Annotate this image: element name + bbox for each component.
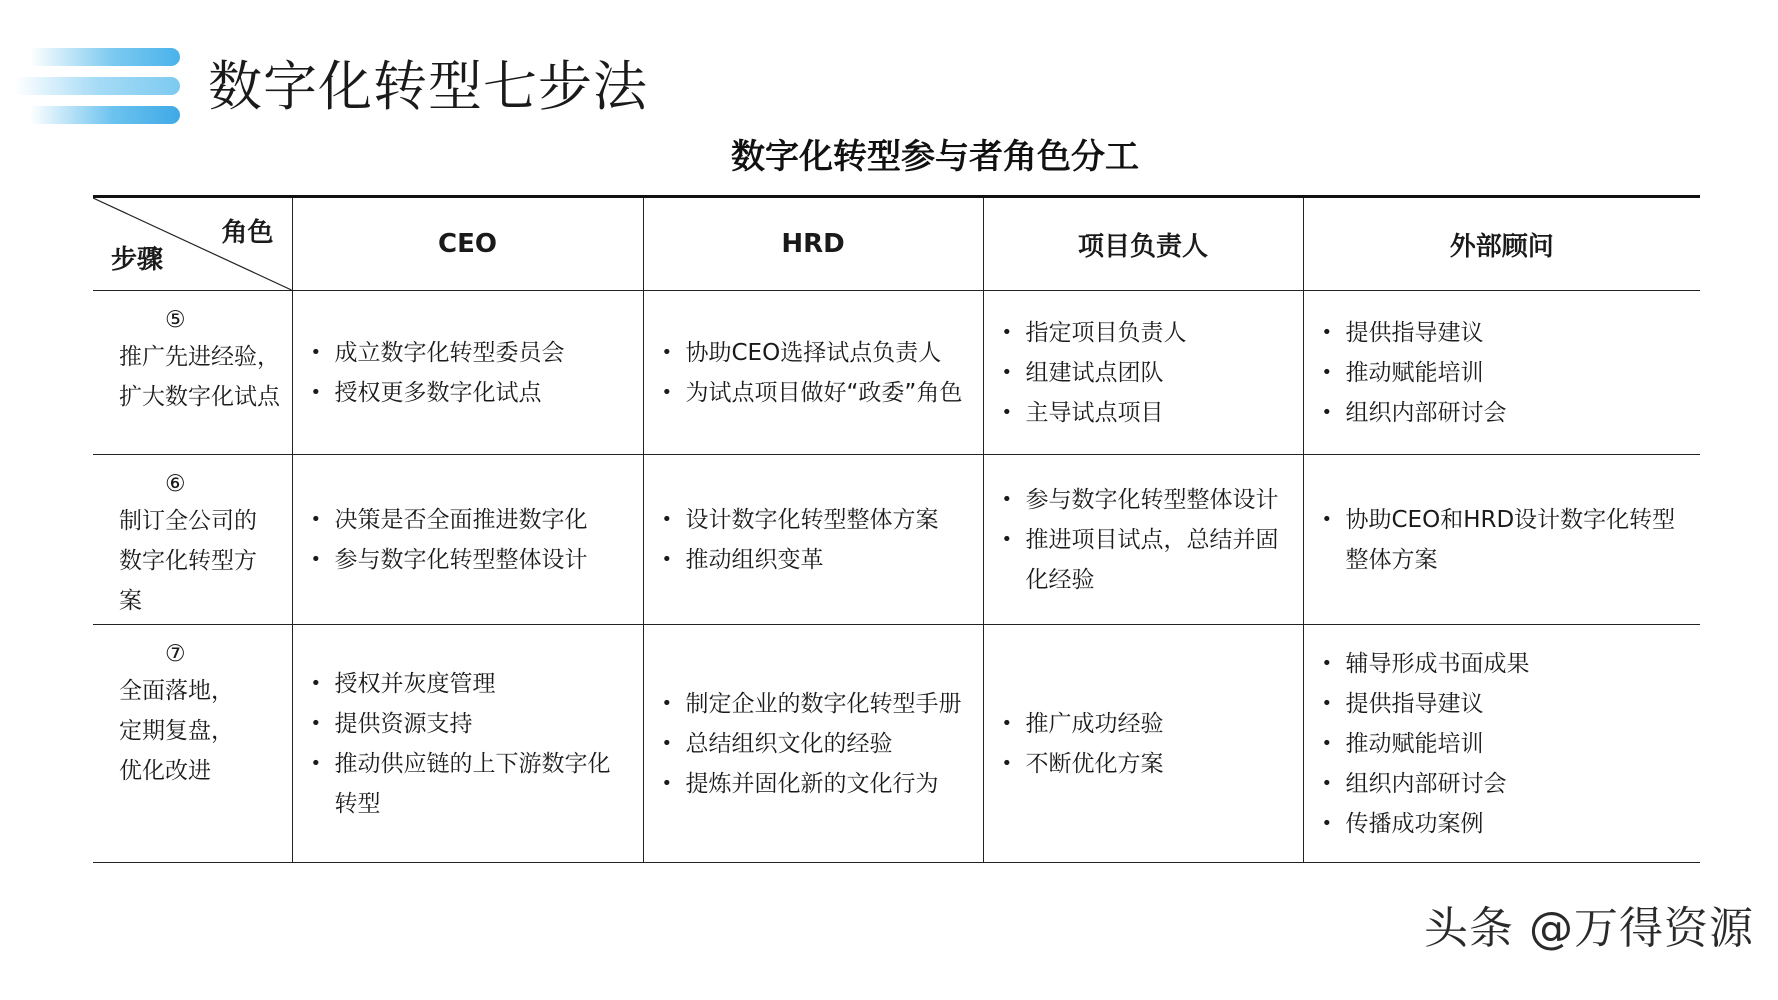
bullet-list: [1000, 480, 1289, 600]
list-item: • 设计数字化转型整体方案: [660, 500, 969, 540]
bullet-list: [660, 500, 969, 580]
column-header: HRD: [643, 197, 983, 291]
watermark: 头条 @万得资源: [1424, 903, 1754, 954]
list-item: • 成立数字化转型委员会: [309, 333, 629, 373]
bullet-list: [309, 333, 629, 413]
decoration-bar: [15, 77, 180, 95]
table-row: [93, 625, 1700, 863]
step-cell: [93, 625, 292, 863]
page-title: 数字化转型七步法: [208, 55, 648, 118]
list-item: • 辅导形成书面成果: [1320, 644, 1687, 684]
step-cell: [93, 291, 292, 455]
list-item: • 推动赋能培训: [1320, 724, 1687, 764]
table-row: [93, 455, 1700, 625]
role-cell: [1303, 291, 1700, 455]
bullet-list: [309, 500, 629, 580]
column-header: 项目负责人: [983, 197, 1303, 291]
list-item: • 参与数字化转型整体设计: [1000, 480, 1289, 520]
role-cell: [983, 291, 1303, 455]
role-cell: [292, 291, 643, 455]
role-cell: [292, 455, 643, 625]
role-cell: [983, 455, 1303, 625]
column-header: 外部顾问: [1303, 197, 1700, 291]
list-item: • 推广成功经验: [1000, 704, 1289, 744]
step-label-line: 扩大数字化试点: [119, 384, 280, 410]
list-item: • 推动供应链的上下游数字化转型: [309, 744, 629, 824]
corner-header-cell: [93, 197, 292, 291]
step-number: ⑤: [165, 307, 186, 333]
column-header: CEO: [292, 197, 643, 291]
bullet-list: [1320, 644, 1687, 844]
role-cell: [643, 291, 983, 455]
list-item: • 推进项目试点，总结并固化经验: [1000, 520, 1289, 600]
list-item: • 组织内部研讨会: [1320, 393, 1687, 433]
bullet-list: [1320, 313, 1687, 433]
role-cell: [292, 625, 643, 863]
list-item: • 提供指导建议: [1320, 684, 1687, 724]
bullet-list: [660, 333, 969, 413]
step-label-line: 定期复盘，: [119, 718, 234, 744]
table-header-row: [93, 197, 1700, 291]
table-row: [93, 291, 1700, 455]
list-item: • 授权更多数字化试点: [309, 373, 629, 413]
list-item: • 指定项目负责人: [1000, 313, 1289, 353]
step-cell: [93, 455, 292, 625]
list-item: • 不断优化方案: [1000, 744, 1289, 784]
list-item: • 推动组织变革: [660, 540, 969, 580]
list-item: • 总结组织文化的经验: [660, 724, 969, 764]
role-cell: [1303, 455, 1700, 625]
list-item: • 参与数字化转型整体设计: [309, 540, 629, 580]
list-item: • 组织内部研讨会: [1320, 764, 1687, 804]
list-item: • 主导试点项目: [1000, 393, 1289, 433]
list-item: • 提供指导建议: [1320, 313, 1687, 353]
role-cell: [1303, 625, 1700, 863]
role-table: [93, 195, 1700, 863]
step-label-line: 数字化转型方: [119, 548, 257, 574]
list-item: • 提供资源支持: [309, 704, 629, 744]
list-item: • 为试点项目做好“政委”角色: [660, 373, 969, 413]
decoration-bar: [30, 106, 180, 124]
list-item: • 提炼并固化新的文化行为: [660, 764, 969, 804]
bullet-list: [1320, 500, 1687, 580]
list-item: • 传播成功案例: [1320, 804, 1687, 844]
corner-step-label: 步骤: [111, 245, 164, 275]
list-item: • 组建试点团队: [1000, 353, 1289, 393]
list-item: • 协助CEO选择试点负责人: [660, 333, 969, 373]
step-number: ⑥: [165, 471, 186, 497]
step-label-line: 推广先进经验，: [119, 344, 280, 370]
step-label-line: 全面落地，: [119, 678, 234, 704]
bullet-list: [660, 684, 969, 804]
list-item: • 授权并灰度管理: [309, 664, 629, 704]
list-item: • 制定企业的数字化转型手册: [660, 684, 969, 724]
role-cell: [983, 625, 1303, 863]
decoration-bar: [30, 48, 180, 66]
role-cell: [643, 455, 983, 625]
step-label-line: 案: [119, 588, 142, 614]
list-item: • 协助CEO和HRD设计数字化转型整体方案: [1320, 500, 1687, 580]
list-item: • 推动赋能培训: [1320, 353, 1687, 393]
table-title: 数字化转型参与者角色分工: [731, 137, 1139, 177]
bullet-list: [309, 664, 629, 824]
step-label-line: 制订全公司的: [119, 508, 257, 534]
step-number: ⑦: [165, 641, 186, 667]
role-cell: [643, 625, 983, 863]
list-item: • 决策是否全面推进数字化: [309, 500, 629, 540]
bullet-list: [1000, 313, 1289, 433]
corner-role-label: 角色: [221, 218, 274, 248]
step-label-line: 优化改进: [119, 758, 211, 784]
header-decoration: [0, 44, 180, 128]
bullet-list: [1000, 704, 1289, 784]
